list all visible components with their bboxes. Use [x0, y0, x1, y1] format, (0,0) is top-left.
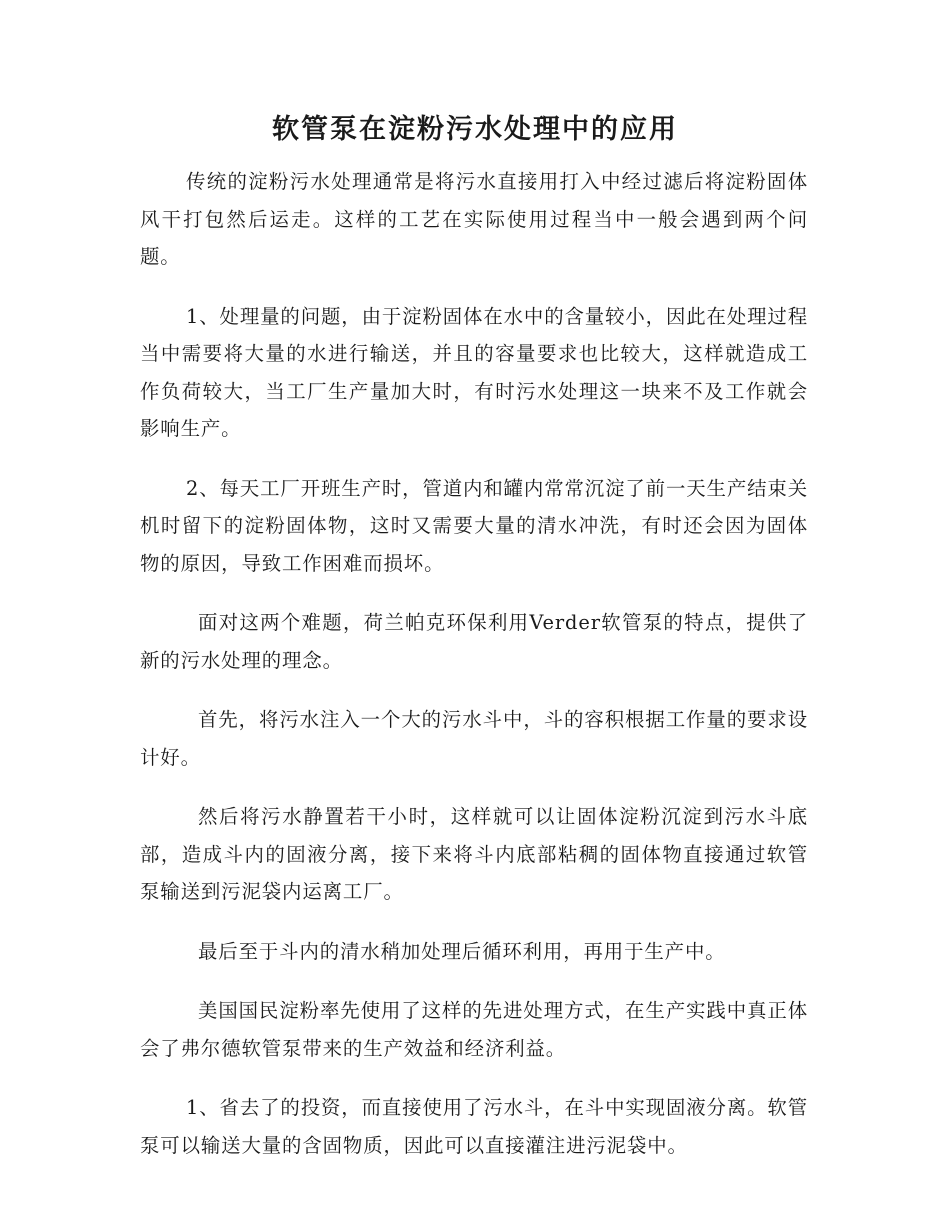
document-body	[140, 163, 808, 1186]
paragraph-step-then: 然后将污水静置若干小时，这样就可以让固体淀粉沉淀到污水斗底部，造成斗内的固液分离，接下来将斗内底部粘稠的固体物直接通过软管泵输送到污泥袋内运离工厂。	[140, 805, 808, 903]
document-title: 软管泵在淀粉污水处理中的应用	[272, 114, 678, 145]
paragraph-problem-1: 1、处理量的问题，由于淀粉固体在水中的含量较小，因此在处理过程当中需要将大量的水进行输送，并且的容量要求也比较大，这样就造成工作负荷较大，当工厂生产量加大时，有时污水处理这一块来不及工作就会影响生产。	[140, 304, 808, 440]
paragraph-benefit-1: 1、省去了的投资，而直接使用了污水斗，在斗中实现固液分离。软管泵可以输送大量的含固物质，因此可以直接灌注进污泥袋中。	[140, 1096, 808, 1157]
paragraph-problem-2: 2、每天工厂开班生产时，管道内和罐内常常沉淀了前一天生产结束关机时留下的淀粉固体物，这时又需要大量的清水冲洗，有时还会因为固体物的原因，导致工作困难而损坏。	[140, 476, 808, 575]
paragraph-case-study: 美国国民淀粉率先使用了这样的先进处理方式，在生产实践中真正体会了弗尔德软管泵带来的生产效益和经济利益。	[140, 999, 808, 1060]
paragraph-solution-intro: 面对这两个难题，荷兰帕克环保利用Verder软管泵的特点，提供了新的污水处理的理念。	[140, 611, 808, 672]
paragraph-intro: 传统的淀粉污水处理通常是将污水直接用打入中经过滤后将淀粉固体风干打包然后运走。这样的工艺在实际使用过程当中一般会遇到两个问题。	[140, 170, 808, 268]
paragraph-step-first: 首先，将污水注入一个大的污水斗中，斗的容积根据工作量的要求设计好。	[140, 708, 808, 769]
paragraph-step-finally: 最后至于斗内的清水稍加处理后循环利用，再用于生产中。	[198, 939, 726, 963]
